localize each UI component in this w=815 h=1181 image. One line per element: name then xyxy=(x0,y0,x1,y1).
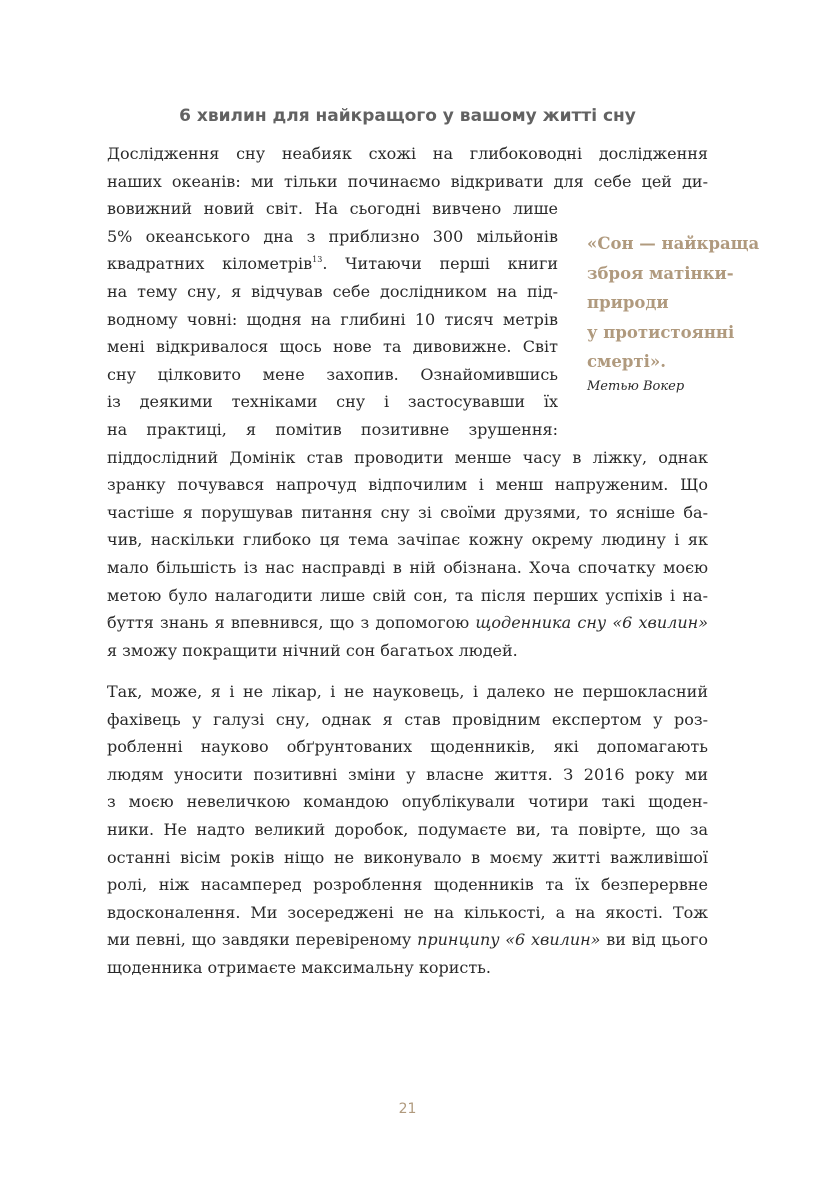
quote-line: «Сон — найкраща xyxy=(587,234,760,253)
text-line: людям уносити позитивні зміни у власне життя. З 2016 року ми xyxy=(107,764,708,784)
quote-text xyxy=(587,229,787,377)
text-line: зранку почувався напрочуд відпочилим і менш напруженим. Що xyxy=(107,475,708,495)
paragraph-1 xyxy=(107,140,708,664)
text-line: мало більшість із нас насправді в ній обізнана. Хоча спочатку моєю xyxy=(107,557,708,577)
text-line: Дослідження сну неабияк схожі на глибоководні дослідження xyxy=(107,144,708,163)
text-line: Так, може, я і не лікар, і не науковець, і далеко не першокласний xyxy=(107,682,708,701)
text-line: з моєю невеличкою командою опублікували чотири такі щоден- xyxy=(107,792,708,812)
text-line: наших океанів: ми тільки починаємо відкривати для себе цей ди- xyxy=(107,171,708,191)
italic-phrase: принципу «6 хвилин» xyxy=(417,930,601,950)
footnote-ref: 13 xyxy=(312,255,323,265)
text-line: мені відкривалося щось нове та дивовижне. Світ xyxy=(107,337,558,357)
quote-line: у протистоянні xyxy=(587,322,735,342)
text-line: вовижний новий світ. На сьогодні вивчено лише xyxy=(107,199,558,219)
text-line: вдосконалення. Ми зосереджені не на кількості, а на якості. Тож xyxy=(107,902,708,922)
text-line: я зможу покращити нічний сон багатьох людей. xyxy=(107,640,518,660)
text-line: водному човні: щодня на глибині 10 тисяч метрів xyxy=(107,309,558,329)
text-line: на тему сну, я відчував себе дослідником на під- xyxy=(107,281,558,301)
paragraph-2 xyxy=(107,678,708,982)
text-line: метою було налагодити лише свій сон, та після перших успіхів і на- xyxy=(107,585,708,605)
text-line: на практиці, я помітив позитивне зрушення: xyxy=(107,419,558,439)
text-line: фахівець у галузі сну, однак я став провідним експертом у роз- xyxy=(107,709,708,729)
text-fragment: ви від цього xyxy=(600,930,708,950)
text-fragment: квадратних кілометрів xyxy=(107,254,313,274)
running-header: 6 хвилин для найкращого у вашому житті сну xyxy=(179,106,636,126)
text-line: ники. Не надто великий доробок, подумаєте ви, та повірте, що за xyxy=(107,819,708,839)
quote-line: природи xyxy=(587,293,669,312)
text-line: піддослідний Домінік став проводити менше часу в ліжку, однак xyxy=(107,447,708,467)
text-fragment: . Читаючи перші книги xyxy=(322,254,558,274)
text-line: останні вісім років ніщо не виконувало в моєму житті важливішої xyxy=(107,847,708,867)
page-number: 21 xyxy=(398,1101,417,1117)
text-line xyxy=(107,250,558,278)
italic-phrase: щоденника сну «6 хвилин» xyxy=(475,613,708,633)
text-line: чив, наскільки глибоко ця тема зачіпає кожну окрему людину і як xyxy=(107,530,708,550)
text-line xyxy=(107,609,708,637)
text-line: щоденника отримаєте максимальну користь. xyxy=(107,957,491,977)
text-line: сну цілковито мене захопив. Ознайомившись xyxy=(107,364,558,384)
text-line: частіше я порушував питання сну зі своїми друзями, то ясніше ба- xyxy=(107,502,708,522)
text-line: 5% океанського дна з приблизно 300 мільйонів xyxy=(107,226,558,246)
text-line: із деякими техніками сну і застосувавши їх xyxy=(107,392,558,412)
quote-line: зброя матінки- xyxy=(587,263,734,283)
quote-line: смерті». xyxy=(587,352,666,371)
pull-quote xyxy=(587,229,787,394)
text-line: ролі, ніж насамперед розроблення щоденників та їх безперервне xyxy=(107,875,708,895)
text-line: робленні науково обґрунтованих щоденників, які допомагають xyxy=(107,737,708,757)
text-line xyxy=(107,926,708,954)
quote-author: Метью Вокер xyxy=(587,378,685,394)
text-fragment: ми певні, що завдяки перевіреному xyxy=(107,930,418,950)
text-fragment: буття знань я впевнився, що з допомогою xyxy=(107,613,476,633)
